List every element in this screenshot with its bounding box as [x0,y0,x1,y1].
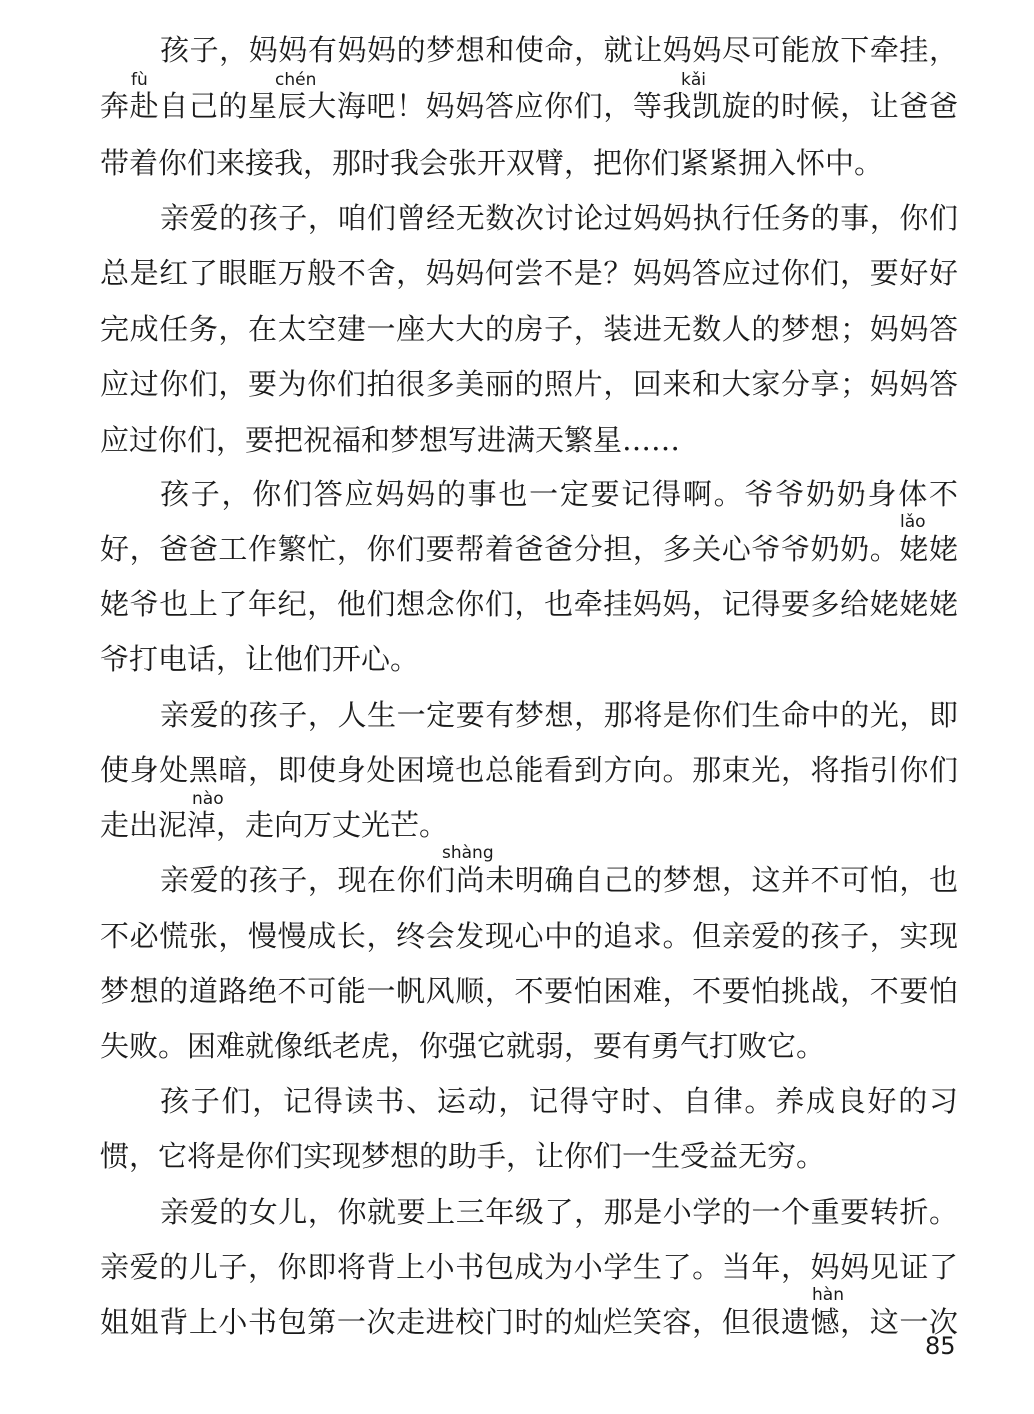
text-line: 应过你们，要把祝福和梦想写进满天繁星…… [100,423,681,457]
pinyin-annotation: shàng [442,843,494,863]
text-line: 亲爱的孩子，现在你们尚未明确自己的梦想，这并不可怕，也 [160,863,958,897]
text-line: 奔赴自己的星辰大海吧！妈妈答应你们，等我凯旋的时候，让爸爸 [100,89,958,123]
text-line: 梦想的道路绝不可能一帆风顺，不要怕困难，不要怕挑战，不要怕 [100,974,958,1008]
text-line: 走出泥淖，走向万丈光芒。 [100,808,449,842]
pinyin-annotation: fù [131,70,148,90]
pinyin-annotation: lǎo [900,512,926,532]
text-line: 亲爱的孩子，咱们曾经无数次讨论过妈妈执行任务的事，你们 [160,201,958,235]
text-line: 带着你们来接我，那时我会张开双臂，把你们紧紧拥入怀中。 [100,146,884,180]
text-line: 孩子们，记得读书、运动，记得守时、自律。养成良好的习 [160,1084,958,1118]
pinyin-annotation: nào [192,789,224,809]
text-line: 孩子，妈妈有妈妈的梦想和使命，就让妈妈尽可能放下牵挂， [160,33,958,67]
text-line: 姥爷也上了年纪，他们想念你们，也牵挂妈妈，记得要多给姥姥姥 [100,587,958,621]
text-line: 不必慌张，慢慢成长，终会发现心中的追求。但亲爱的孩子，实现 [100,919,958,953]
text-line: 亲爱的儿子，你即将背上小书包成为小学生了。当年，妈妈见证了 [100,1250,958,1284]
text-line: 完成任务，在太空建一座大大的房子，装进无数人的梦想；妈妈答 [100,312,958,346]
text-line: 亲爱的孩子，人生一定要有梦想，那将是你们生命中的光，即 [160,698,958,732]
text-line: 总是红了眼眶万般不舍，妈妈何尝不是？妈妈答应过你们，要好好 [100,256,958,290]
text-line: 亲爱的女儿，你就要上三年级了，那是小学的一个重要转折。 [160,1195,958,1229]
pinyin-annotation: hàn [812,1285,844,1305]
text-line: 姐姐背上小书包第一次走进校门时的灿烂笑容，但很遗憾，这一次 [100,1305,958,1339]
text-line: 孩子，你们答应妈妈的事也一定要记得啊。爷爷奶奶身体不 [160,477,958,511]
text-line: 应过你们，要为你们拍很多美丽的照片，回来和大家分享；妈妈答 [100,367,958,401]
text-line: 好，爸爸工作繁忙，你们要帮着爸爸分担，多关心爷爷奶奶。姥姥 [100,532,958,566]
text-line: 使身处黑暗，即使身处困境也总能看到方向。那束光，将指引你们 [100,753,958,787]
page-number: 85 [925,1332,956,1360]
pinyin-annotation: kǎi [681,70,706,90]
pinyin-annotation: chén [275,70,317,90]
text-line: 惯，它将是你们实现梦想的助手，让你们一生受益无穷。 [100,1139,826,1173]
text-line: 失败。困难就像纸老虎，你强它就弱，要有勇气打败它。 [100,1029,826,1063]
text-line: 爷打电话，让他们开心。 [100,642,420,676]
